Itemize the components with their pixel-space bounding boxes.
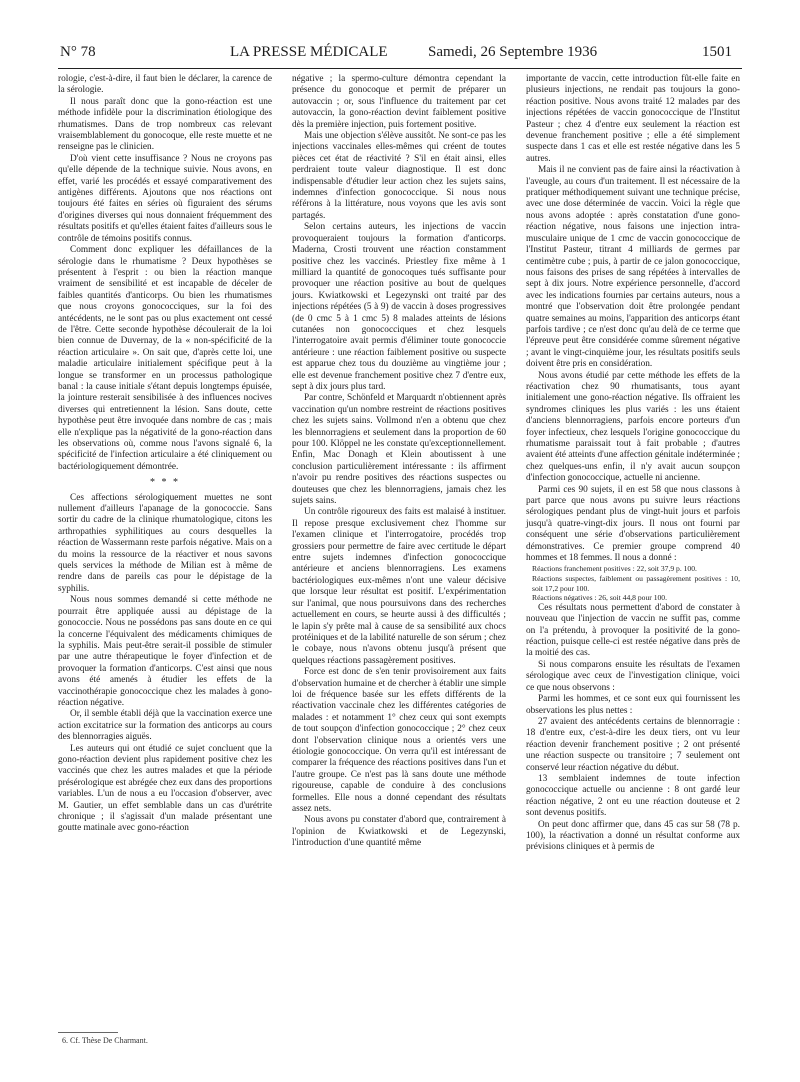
issue-date: Samedi, 26 Septembre 1936 [428, 44, 598, 60]
paragraph: Force est donc de s'en tenir provisoirement aux faits d'observation humaine et de chercher à établir une simple loi de fréquence basée sur les effets différents de la réactivation vaccinale chez les différentes catégories de malades : et notamment 1° chez ceux qui sont exempts de tout soupçon d'infection gonococcique ; 2° chez ceux dont l'observation clinique nous a orientés vers une étiologie gonococcique. On verra qu'il est intéressant de comparer la fréquence des réactions positives dans l'un et l'autre groupe. Ce n'est pas là sans doute une méthode rigoureuse, capable de conduire à des conclusions formelles. Elle nous a donné cependant des résultats assez nets. [292, 667, 506, 814]
journal-title: LA PRESSE MÉDICALE [230, 44, 388, 60]
footnote-rule [58, 1032, 118, 1033]
paragraph: Ces affections sérologiquement muettes ne sont nullement d'ailleurs l'apanage de la gonococcie. Sans sortir du cadre de la clinique rhumatologique, citons les arthropathies syphilitiques au cours desquelles la réaction de Wassermann reste parfois négative. Mais on a du moins la ressource de la réactiver et nous savons quels services la méthode de Milian est à même de rendre dans de pareils cas pour le dépistage de la syphilis. [58, 492, 272, 594]
stat-line: Réactions négatives : 26, soit 44,8 pour 100. [532, 593, 667, 603]
paragraph: Or, il semble établi déjà que la vaccination exerce une action excitatrice sur la formation des anticorps au cours des blennorragies aiguës. [58, 709, 272, 743]
paragraph: Selon certains auteurs, les injections de vaccin provoqueraient toujours la formation d'anticorps. Maderna, Crosti trouvent une réaction constamment positive chez les vaccinés. Priestley fixe même à 1 milliard la quantité de gonocoques tués suffisante pour provoquer une réaction positive au bout de quelques jours. Kwiatkowski et Legezynski ont traité par des injections répétées (5 à 9) de vaccin à doses progressives (de 0 cmc 5 à 1 cmc 5) 8 malades atteints de lésions cutanées non gonococciques et chez lesquels l'interrogatoire avait permis d'éliminer toute gonococcie antérieure : une réaction faiblement positive ou suspecte est apparue chez tous du douzième au vingtième jour ; elle est devenue franchement positive chez 7 d'entre eux, sept à dix jours plus tard. [292, 222, 506, 392]
paragraph: Un contrôle rigoureux des faits est malaisé à instituer. Il repose presque exclusivement chez l'homme sur l'examen clinique et l'interrogatoire, procédés trop grossiers pour permettre de faire avec certitude le départ entre sujets indemnes d'infection gonococcique antérieure et anciens blennorragiens. Les examens bactériologiques eux-mêmes n'ont une valeur décisive que lorsque leur résultat est positif. L'expérimentation sur l'animal, que nous poursuivons dans des recherches actuellement en cours, se heurte aussi à des difficultés ; le lapin s'y prête mal à cause de sa sensibilité aux chocs protéiniques et de la labilité naturelle de son sérum ; chez le cobaye, nous n'avons obtenu jusqu'à présent que quelques réactions passagèrement positives. [292, 507, 506, 666]
paragraph: négative ; la spermo-culture démontra cependant la présence du gonocoque et permit de préparer un autovaccin ; or, sous l'influence du traitement par cet autovaccin, la gono-réaction devint faiblement positive dès la première injection, puis fortement positive. [292, 74, 506, 130]
page-header [60, 44, 740, 66]
header-rule [58, 68, 742, 69]
paragraph: Nous nous sommes demandé si cette méthode ne pourrait être appliquée aussi au dépistage de la gonococcie. Nous ne possédons pas sans doute en ce qui la concerne l'équivalent des médicaments chimiques de la syphilis. Mais peut-être serait-il possible de stimuler par une autre thérapeutique le foyer d'infection et de provoquer la formation d'anticorps. C'est ainsi que nous avons été amenés à étudier les effets de la vaccinothérapie gonococcique chez les malades à gono-réaction négative. [58, 595, 272, 708]
paragraph: D'où vient cette insuffisance ? Nous ne croyons pas qu'elle dépende de la technique suivie. Nous avons, en effet, varié les procédés et essayé comparativement des antigènes différents. Ajoutons que nos réactions ont toujours été faites en séries où figuraient des sérums d'origines diverses qui nous donnaient fréquemment des résultats positifs et qu'elles étaient faites d'ailleurs sous le contrôle de témoins positifs connus. [58, 153, 272, 244]
column-2 [292, 74, 506, 850]
paragraph: Parmi ces 90 sujets, il en est 58 que nous classons à part parce que nous avons pu suivre leurs réactions sérologiques pendant plus de vingt-huit jours et parfois jusqu'à quatre-vingt-dix jours. Il nous ont fourni par conséquent une série d'observations particulièrement démonstratives. Ce premier groupe comprend 40 hommes et 18 femmes. Il nous a donné : [526, 484, 740, 564]
paragraph: Ces résultats nous permettent d'abord de constater à nouveau que l'injection de vaccin ne suffit pas, comme on l'a prétendu, à provoquer la positivité de la gono-réaction, puisque celle-ci est restée négative dans près de la moitié des cas. [526, 602, 740, 659]
paragraph: Les auteurs qui ont étudié ce sujet concluent que la gono-réaction devient plus rapidement positive chez les vaccinés que chez les autres malades et que la période présérologique est abrégée chez eux dans des proportions variables. L'un de nous a eu l'occasion d'observer, avec M. Gautier, un effet semblable dans un cas d'urétrite chronique ; il s'agissait d'un malade présentant une goutte matinale avec gono-réaction [58, 743, 272, 834]
article-body [58, 74, 742, 1034]
paragraph: Par contre, Schönfeld et Marquardt n'obtiennent après vaccination qu'un nombre restreint de réactions positives chez les sujets sains. Vollmond n'en a obtenu que chez les blennorragiens et seulement dans la proportion de 60 pour 100. Klöppel ne les constate qu'exceptionnellement. Enfin, Mac Donagh et Klein aboutissent à une conclusion particulièrement intéressante : ils affirment n'avoir pu rendre positives des réactions suspectes ou douteuses que chez les blennorragiens, jamais chez les sujets sains. [292, 393, 506, 507]
paragraph: Comment donc expliquer les défaillances de la sérologie dans le rhumatisme ? Deux hypothèses se présentent à l'esprit : ou bien la réaction manque vraiment de sensibilité et est incapable de déceler de faibles quantités d'anticorps. Ou bien les rhumatismes que nous croyons gonococciques, sur la foi des antécédents, ne le sont pas ou plus exactement ont cessé de l'être. Cette seconde hypothèse découlerait de la loi bien connue de Duvernay, de la « non-spécificité de la réaction articulaire ». On sait que, d'après cette loi, une maladie articulaire initialement spécifique peut à la longue se transformer en un processus pathologique banal : la cause initiale s'étant depuis longtemps épuisée, la jointure resterait sensibilisée à des influences nocives diverses qui entretiennent la lésion. Sans doute, cette hypothèse peut être invoquée dans nombre de cas ; mais elle n'explique pas la négativité de la gono-réaction dans les observations où, comme nous l'avons signalé 6, la spécificité de l'infection articulaire a été cliniquement ou bactériologiquement démontrée. [58, 245, 272, 472]
paragraph: Parmi les hommes, et ce sont eux qui fournissent les observations les plus nettes : [526, 694, 740, 716]
stat-line: Réactions suspectes, faiblement ou passagèrement positives : 10, soit 17,2 pour 100. [532, 574, 740, 593]
paragraph: Nous avons pu constater d'abord que, contrairement à l'opinion de Kwiatkowski et de Legezynski, l'introduction d'une quantité même [292, 815, 506, 849]
paragraph: Si nous comparons ensuite les résultats de l'examen sérologique avec ceux de l'investigation clinique, voici ce que nous observons : [526, 659, 740, 693]
paragraph: importante de vaccin, cette introduction fût-elle faite en plusieurs injections, ne rendait pas toujours la gono-réaction positive. Nous avons traité 12 malades par des injections répétées de vaccin gonococcique de l'Institut Pasteur ; chez 4 d'entre eux seulement la réaction est devenue franchement positive ; elle a été simplement suspecte dans 1 cas et elle est restée négative dans les 5 autres. [526, 74, 740, 164]
page-number: 1501 [702, 44, 732, 60]
paragraph: On peut donc affirmer que, dans 45 cas sur 58 (78 p. 100), la réactivation a donné un résultat conforme aux prévisions cliniques et à permis de [526, 819, 740, 853]
footnote: 6. Cf. Thèse De Charmant. [62, 1036, 148, 1045]
paragraph: Mais il ne convient pas de faire ainsi la réactivation à l'aveugle, au cours d'un traitement. Il est nécessaire de la pratiquer méthodiquement suivant une technique précise, avec une dose déterminée de vaccin. Voici la règle que nous avons adoptée : après constatation d'une gono-réaction négative, nous faisons une injection intra-musculaire unique de 1 cmc de vaccin gonococcique de l'Institut Pasteur, titrant 4 milliards de germes par centimètre cube ; puis, à partir de ce jalon gonococcique, nous faisons des prises de sang répétées à intervalles de sept à dix jours. Notre expérience personnelle, d'accord avec les indications fournies par certains auteurs, nous a montré que l'observation doit être prolongée pendant quatre semaines au moins, l'apparition des anticorps étant parfois tardive ; ce n'est donc qu'au delà de ce terme que l'épreuve peut être considérée comme sûrement négative ; avant le vingt-cinquième jour, les résultats positifs seuls doivent être pris en considération. [526, 165, 740, 370]
stat-line: Réactions franchement positives : 22, soit 37,9 p. 100. [532, 564, 697, 574]
paragraph: Mais une objection s'élève aussitôt. Ne sont-ce pas les injections vaccinales elles-mêmes qui créent de toutes pièces cet état de réactivité ? S'il en était ainsi, elles perdraient toute valeur diagnostique. Il est donc indispensable d'étudier leur action chez les sujets sains, indemnes d'infection gonococcique. Si nous nous référons à la littérature, nous voyons que les avis sont partagés. [292, 131, 506, 221]
paragraph: 13 semblaient indemnes de toute infection gonococcique actuelle ou ancienne : 8 ont gardé leur réaction négative, 2 ont eu une réaction douteuse et 2 sont devenus positifs. [526, 773, 740, 819]
paragraph: Il nous paraît donc que la gono-réaction est une méthode infidèle pour la discrimination étiologique des rhumatismes. Dans de trop nombreux cas relevant vraisemblablement du gonocoque, elle reste muette et ne renseigne pas le clinicien. [58, 96, 272, 153]
paragraph: rologie, c'est-à-dire, il faut bien le déclarer, la carence de la sérologie. [58, 74, 272, 96]
paragraph: Nous avons étudié par cette méthode les effets de la réactivation chez 90 rhumatisants, tous ayant initialement une gono-réaction négative. Ils offraient les syndromes cliniques les plus variés : les uns étaient d'anciens blennorragiens, parfois encore porteurs d'un foyer infectieux, chez lesquels l'origine gonococcique du rhumatisme paraissait tout à fait probable ; d'autres avaient été atteints d'une affection génitale indéterminée ; chez quelques-uns enfin, il n'y avait aucun soupçon d'infection gonococcique, actuelle ni ancienne. [526, 370, 740, 484]
column-3 [526, 74, 740, 854]
column-1 [58, 74, 272, 835]
issue-number: N° 78 [60, 44, 96, 60]
section-separator: * * * [150, 477, 180, 489]
paragraph: 27 avaient des antécédents certains de blennorragie : 18 d'entre eux, c'est-à-dire les deux tiers, ont vu leur réaction devenir franchement positive ; 2 ont présenté une réaction suspecte ou transitoire ; 7 seulement ont conservé leur réaction négative du début. [526, 716, 740, 773]
